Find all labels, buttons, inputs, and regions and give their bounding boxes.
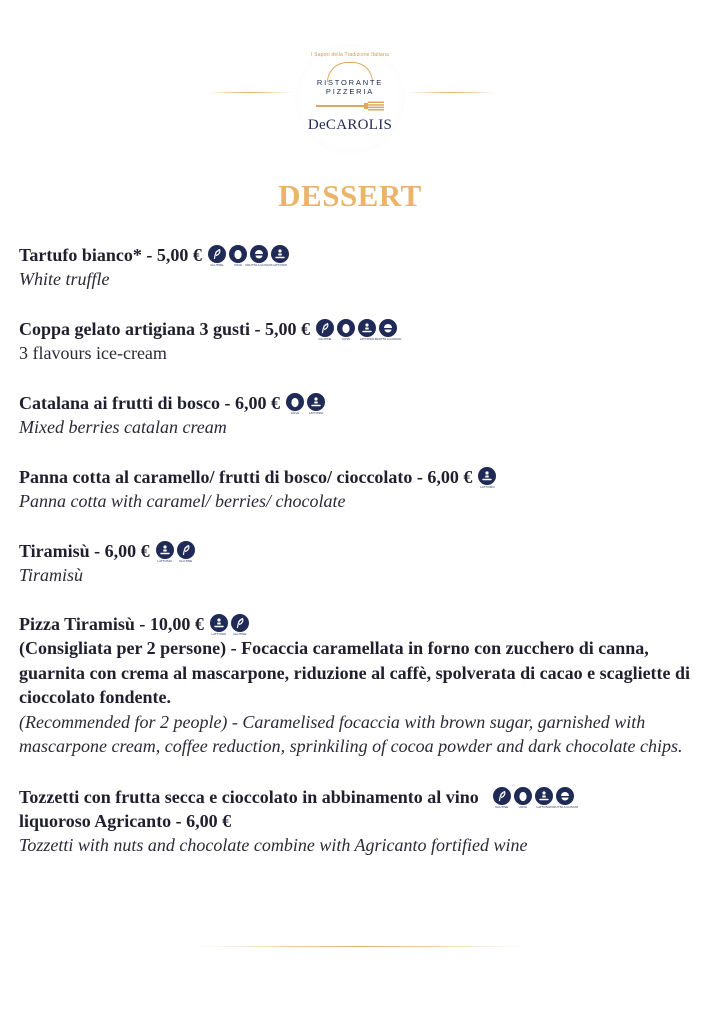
allergen-label: FRUTTA A GUSCIO: [245, 262, 273, 267]
menu-item-name: Coppa gelato artigiana 3 gusti - 5,00 € GLUTINE UOVA LATTOSIO FRUTTA A GUSCIO: [19, 319, 402, 341]
milk-icon-glyph: [481, 470, 493, 482]
egg-icon-glyph: [517, 790, 529, 802]
allergen-label: LATTOSIO: [480, 484, 495, 489]
allergen-label: UOVA: [290, 410, 300, 415]
allergen-icons: [156, 541, 195, 563]
menu-item-name: Tozzetti con frutta secca e cioccolato in abbinamento al vino GLUTINE UOVA LATTOSIO FRUTTA A GUSCIO: [19, 787, 579, 809]
menu-item: [19, 539, 709, 587]
logo-badge: [295, 44, 405, 154]
milk-icon: [358, 319, 376, 341]
menu-item-name: Panna cotta al caramello/ frutti di bosco/ cioccolato - 6,00 € LATTOSIO: [19, 465, 709, 489]
logo-line1: RISTORANTE: [316, 78, 384, 87]
logo-line2: PIZZERIA: [325, 87, 375, 96]
bottom-divider: [195, 946, 525, 947]
logo-divider-right: [407, 92, 497, 93]
milk-icon: [210, 614, 228, 636]
allergen-icons: [286, 393, 325, 415]
egg-icon: [229, 245, 247, 267]
logo-subtitle: [295, 78, 405, 96]
nuts-icon-glyph: [559, 790, 571, 802]
milk-icon-glyph: [310, 396, 322, 408]
menu-item: [19, 785, 709, 857]
gluten-icon: [177, 541, 195, 563]
menu-item-description: (Recommended for 2 people) - Caramelised focaccia with brown sugar, garnished with mascarpone cream, coffee reduction, sprinkiling of cocoa powder and dark chocolate chips.: [19, 711, 683, 756]
allergen-label: UOVA: [518, 804, 527, 809]
allergen-label: LATTOSIO: [536, 804, 552, 809]
egg-icon-glyph: [232, 248, 244, 260]
allergen-label: FRUTTA A GUSCIO: [551, 804, 579, 809]
egg-icon: [514, 787, 532, 809]
allergen-label: GLUTINE: [179, 558, 193, 563]
nuts-icon-glyph: [382, 322, 394, 334]
milk-icon: [307, 393, 325, 415]
allergen-label: GLUTINE: [318, 336, 332, 341]
menu-item-name: Catalana ai frutti di bosco - 6,00 € UOVA LATTOSIO: [19, 391, 709, 415]
logo-divider-left: [206, 92, 294, 93]
milk-icon-glyph: [274, 248, 286, 260]
menu-item-description: White truffle: [19, 269, 110, 289]
gluten-icon-glyph: [319, 322, 331, 334]
allergen-icons: [493, 787, 579, 809]
milk-icon: [478, 467, 496, 489]
gluten-icon: [493, 787, 511, 809]
egg-icon: [286, 393, 304, 415]
menu-item-name-cont: liquoroso Agricanto - 6,00 €: [19, 811, 232, 831]
nuts-icon: [245, 245, 273, 267]
menu-item: [19, 612, 711, 759]
milk-icon: [156, 541, 174, 563]
menu-item: [19, 243, 709, 291]
allergen-label: GLUTINE: [210, 262, 224, 267]
allergen-label: GLUTINE: [233, 631, 247, 636]
menu-item: [19, 317, 709, 365]
restaurant-logo: [0, 40, 721, 150]
gluten-icon-glyph: [211, 248, 223, 260]
menu-item-name: Pizza Tiramisù - 10,00 € LATTOSIO GLUTINE: [19, 612, 711, 636]
gluten-icon-glyph: [180, 544, 192, 556]
allergen-label: LATTOSIO: [308, 410, 324, 415]
gluten-icon: [231, 614, 249, 636]
menu-item-description: Tozzetti with nuts and chocolate combine with Agricanto fortified wine: [19, 835, 528, 855]
allergen-label: LATTOSIO: [211, 631, 227, 636]
allergen-label: LATTOSIO: [272, 262, 288, 267]
menu-item-name: Tartufo bianco* - 5,00 € GLUTINE UOVA FRUTTA A GUSCIO LATTOSIO: [19, 243, 709, 267]
menu-item-description: Mixed berries catalan cream: [19, 417, 227, 437]
allergen-label: LATTOSIO: [359, 336, 375, 341]
egg-icon-glyph: [340, 322, 352, 334]
allergen-icons: [478, 467, 496, 489]
menu-item-description: Panna cotta with caramel/ berries/ chocolate: [19, 491, 346, 511]
milk-icon-glyph: [159, 544, 171, 556]
nuts-icon-glyph: [253, 248, 265, 260]
logo-tagline: I Sapori della Tradizione Italiana: [311, 52, 389, 58]
menu-item-name: Tiramisù - 6,00 € LATTOSIO GLUTINE: [19, 539, 709, 563]
milk-icon-glyph: [538, 790, 550, 802]
nuts-icon: [374, 319, 402, 341]
milk-icon: [535, 787, 553, 809]
allergen-icons: [210, 614, 249, 636]
allergen-icons: [316, 319, 402, 341]
milk-icon-glyph: [361, 322, 373, 334]
allergen-label: UOVA: [233, 262, 242, 267]
menu-item: [19, 391, 709, 439]
milk-icon-glyph: [213, 617, 225, 629]
nuts-icon: [551, 787, 579, 809]
menu-item: [19, 465, 709, 513]
gluten-icon-glyph: [496, 790, 508, 802]
allergen-label: LATTOSIO: [157, 558, 172, 563]
page-title: DESSERT: [278, 178, 422, 213]
logo-name: DeCAROLIS: [307, 117, 393, 133]
allergen-label: FRUTTA A GUSCIO: [374, 336, 402, 341]
allergen-icons: [208, 245, 289, 267]
menu-item-description: 3 flavours ice-cream: [19, 343, 167, 363]
menu-item-detail: (Consigliata per 2 persone) - Focaccia caramellata in forno con zucchero di canna, guarnita con crema al mascarpone, riduzione al caffè, spolverata di cacao e scagliette di cioccolato fondente.: [19, 638, 691, 707]
fork-icon: [316, 101, 384, 111]
menu-item-description: Tiramisù: [19, 565, 84, 585]
allergen-label: GLUTINE: [495, 804, 509, 809]
allergen-label: UOVA: [341, 336, 351, 341]
gluten-icon: [316, 319, 334, 341]
gluten-icon-glyph: [234, 617, 246, 629]
milk-icon: [271, 245, 289, 267]
egg-icon: [337, 319, 355, 341]
egg-icon-glyph: [289, 396, 301, 408]
gluten-icon: [208, 245, 226, 267]
